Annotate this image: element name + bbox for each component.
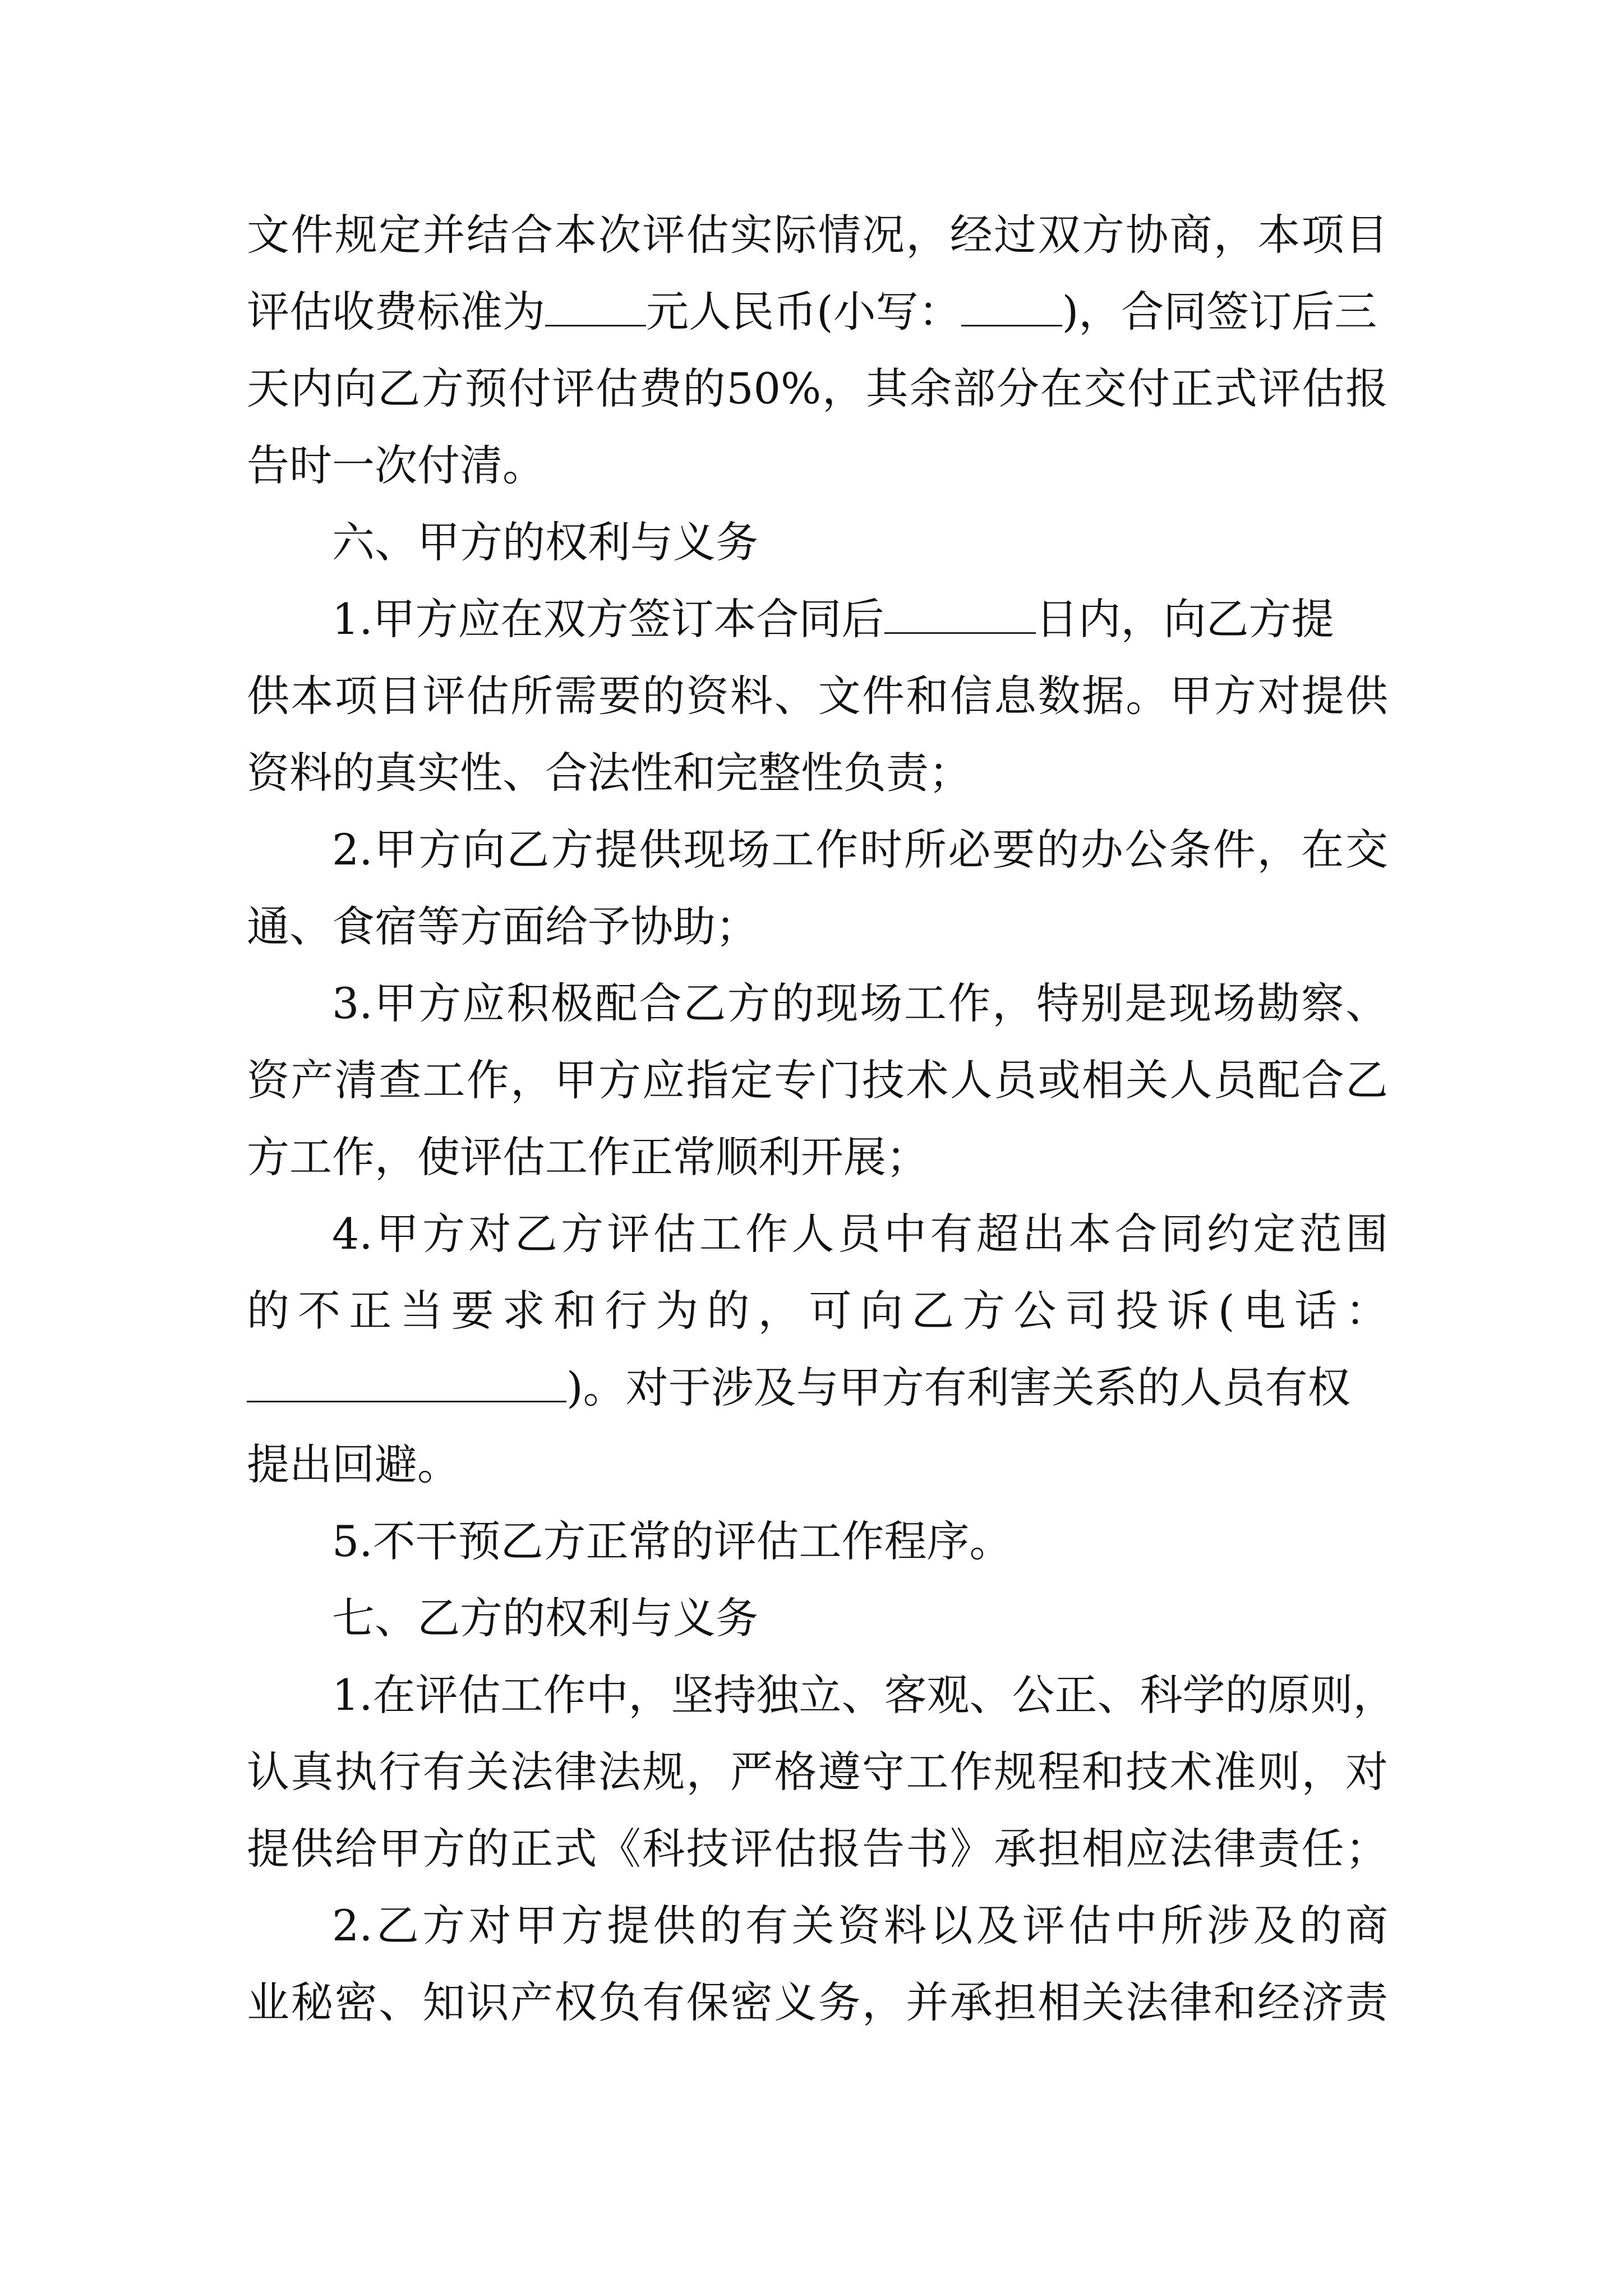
clause-a2-line: 2.甲方向乙方提供现场工作时所必要的办公条件，在交 <box>332 825 1388 875</box>
paragraph-line: 文件规定并结合本次评估实际情况，经过双方协商，本项目 <box>247 210 1388 260</box>
days-blank[interactable] <box>884 595 1036 634</box>
paragraph-line: 资料的真实性、合法性和完整性负责； <box>247 748 971 798</box>
paragraph-line: 天内向乙方预付评估费的50%，其余部分在交付正式评估报 <box>247 364 1388 413</box>
fee-amount-blank[interactable] <box>545 288 646 326</box>
text-segment: )。对于涉及与甲方有利害关系的人员有权 <box>566 1363 1350 1412</box>
document-page <box>247 196 1396 2041</box>
text-segment: 元人民币(小写： <box>646 287 961 337</box>
paragraph-line: 认真执行有关法律法规，严格遵守工作规程和技术准则，对 <box>247 1747 1388 1797</box>
paragraph-line: 的不正当要求和行为的，可向乙方公司投诉(电话： <box>247 1286 1388 1336</box>
clause-a4-line: 4.甲方对乙方评估工作人员中有超出本合同约定范围 <box>332 1209 1388 1259</box>
section-heading-6: 六、甲方的权利与义务 <box>332 517 758 567</box>
clause-a5-line: 5.不干预乙方正常的评估工作程序。 <box>332 1516 1012 1566</box>
paragraph-line: 通、食宿等方面给予协助； <box>247 901 758 951</box>
clause-a1-line <box>247 581 1388 657</box>
text-segment: 日内，向乙方提 <box>1035 594 1334 644</box>
paragraph-line: 资产清查工作，甲方应指定专门技术人员或相关人员配合乙 <box>247 1055 1388 1105</box>
clause-b1-line: 1.在评估工作中，坚持独立、客观、公正、科学的原则， <box>332 1670 1396 1720</box>
fee-standard-line <box>247 273 1388 350</box>
paragraph-line: 供本项目评估所需要的资料、文件和信息数据。甲方对提供 <box>247 671 1388 721</box>
phone-number-blank[interactable] <box>247 1364 566 1402</box>
paragraph-line: 告时一次付清。 <box>247 440 545 490</box>
clause-b2-line: 2.乙方对甲方提供的有关资料以及评估中所涉及的商 <box>332 1901 1388 1950</box>
paragraph-line: 提出回避。 <box>247 1439 460 1489</box>
paragraph-line: 方工作，使评估工作正常顺利开展； <box>247 1132 929 1182</box>
paragraph-line: 提供给甲方的正式《科技评估报告书》承担相应法律责任； <box>247 1824 1388 1874</box>
text-segment: 评估收费标准为 <box>247 287 545 337</box>
text-segment: 1.甲方应在双方签订本合同后 <box>332 594 884 644</box>
text-segment: )，合同签订后三 <box>1062 287 1377 337</box>
paragraph-line: 业秘密、知识产权负有保密义务，并承担相关法律和经济责 <box>247 1977 1388 2027</box>
phone-line <box>247 1349 1388 1426</box>
section-heading-7: 七、乙方的权利与义务 <box>332 1593 758 1643</box>
fee-amount-numeric-blank[interactable] <box>961 288 1062 326</box>
clause-a3-line: 3.甲方应积极配合乙方的现场工作，特别是现场勘察、 <box>332 978 1388 1028</box>
